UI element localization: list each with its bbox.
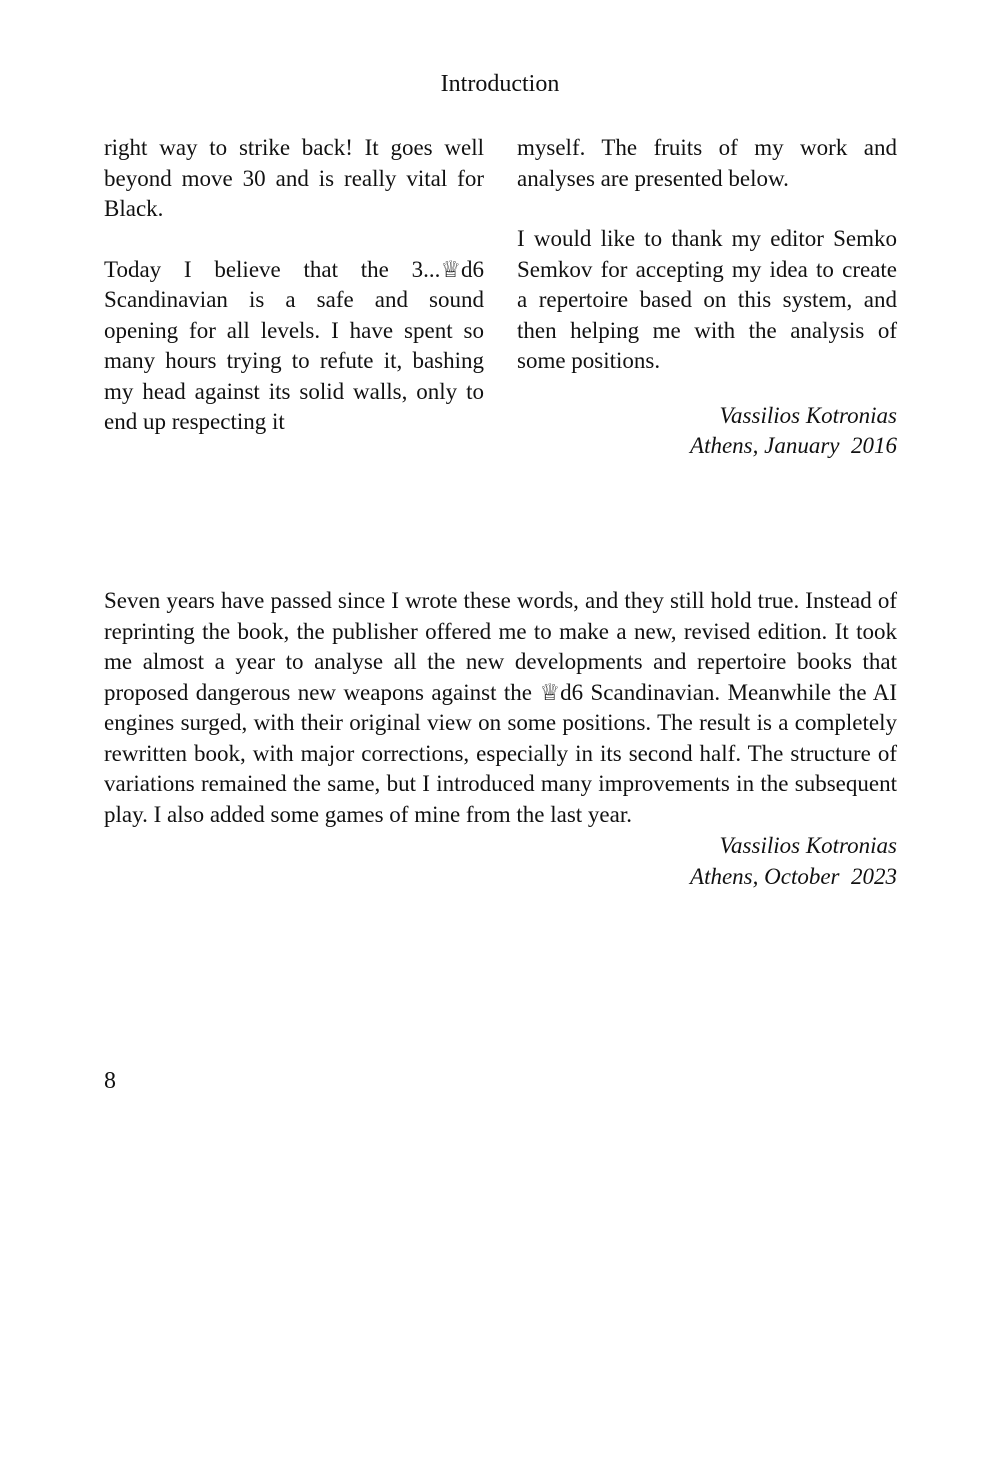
signature-name: Vassilios Kotronias: [719, 833, 897, 858]
revised-edition-note: [104, 586, 897, 892]
signature-name: Vassilios Kotronias: [719, 402, 897, 428]
paragraph: Today I believe that the 3...♕d6 Scandinavian is a safe and sound opening for all levels. I have spent so many hours trying to refute it, bashing my head against its solid walls, only to end up respecting it: [104, 256, 484, 434]
left-column: [104, 133, 484, 438]
signature-2016: [517, 401, 897, 462]
signature-place-date: Athens, January 2016: [690, 433, 897, 458]
paragraph: I would like to thank my editor Semko Semkov for accepting my idea to create a repertoire based on this system, and then helping me with the analysis of some positions.: [517, 226, 897, 373]
right-column: [517, 133, 897, 462]
paragraph: right way to strike back! It goes well beyond move 30 and is really vital for Black.: [104, 135, 484, 221]
signature-2023: [104, 831, 897, 892]
running-header: Introduction: [440, 71, 560, 97]
paragraph: Seven years have passed since I wrote these words, and they still hold true. Instead of reprinting the book, the publisher offered me to make a new, revised edition. It took me almost a year to analyse all the new developments and repertoire books that proposed dangerous new weapons against the ♕d6 Scandinavian. Meanwhile the AI engines surged, with their original view on some positions. The result is a completely rewritten book, with major corrections, especially in its second half. The structure of variations remained the same, but I introduced many improvements in the subsequent play. I also added some games of mine from the last year.: [104, 588, 897, 827]
signature-place-date: Athens, October 2023: [690, 863, 897, 889]
paragraph: myself. The fruits of my work and analyses are presented below.: [517, 135, 897, 191]
page-number: 8: [104, 1068, 116, 1094]
